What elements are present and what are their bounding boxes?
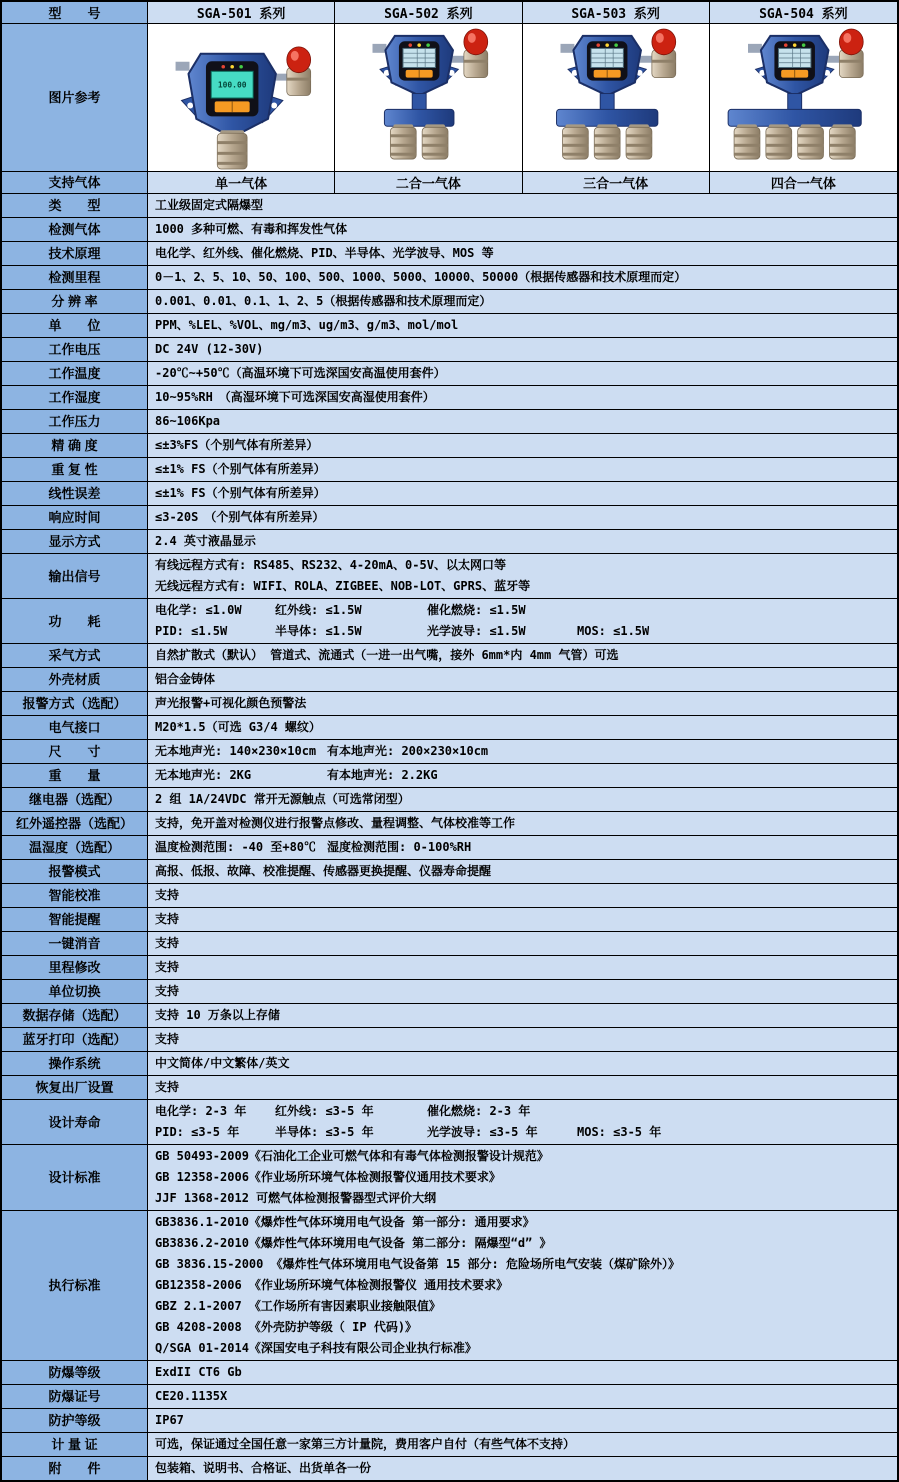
spec-value-text: -20℃~+50℃（高温环境下可选深国安高温使用套件） bbox=[155, 366, 446, 380]
spec-row-value bbox=[148, 884, 897, 907]
spec-row-value bbox=[148, 290, 897, 313]
spec-row-label: 单 位 bbox=[2, 314, 148, 337]
spec-value-segment: 电化学: 2-3 年 bbox=[155, 1104, 247, 1118]
spec-row-label: 检测气体 bbox=[2, 218, 148, 241]
spec-row-value bbox=[148, 362, 897, 385]
spec-row-value bbox=[148, 314, 897, 337]
spec-row-label: 温湿度（选配） bbox=[2, 836, 148, 859]
spec-value-segment: 无本地声光: 2KG bbox=[155, 768, 252, 782]
led-green bbox=[802, 43, 806, 47]
cable-gland-icon bbox=[748, 44, 762, 53]
spec-value-text: 支持，免开盖对检测仪进行报警点修改、量程调整、气体校准等工作 bbox=[155, 816, 516, 830]
spec-value-text: 支持 bbox=[155, 1032, 180, 1046]
spec-row bbox=[2, 1433, 897, 1457]
spec-row bbox=[2, 836, 897, 860]
spec-row bbox=[2, 482, 897, 506]
spec-row-label: 检测里程 bbox=[2, 266, 148, 289]
spec-row-value bbox=[148, 506, 897, 529]
spec-row bbox=[2, 1211, 897, 1361]
spec-row-value bbox=[148, 194, 897, 217]
sensor-cylinder-icon bbox=[797, 124, 823, 159]
spec-value-text: 声光报警+可视化颜色预警法 bbox=[155, 696, 307, 710]
sensor-cylinder-icon bbox=[626, 124, 652, 159]
sensor-cylinder-icon bbox=[562, 124, 588, 159]
sensor-cylinder-icon bbox=[217, 130, 247, 169]
spec-value-segment: PID: ≤1.5W bbox=[155, 624, 228, 638]
spec-value-segment: 半导体: ≤3-5 年 bbox=[275, 1125, 374, 1139]
spec-value-segment-line bbox=[155, 600, 893, 621]
alarm-beacon-icon bbox=[464, 29, 488, 78]
spec-row-value bbox=[148, 764, 897, 787]
spec-row bbox=[2, 908, 897, 932]
spec-row-value bbox=[148, 338, 897, 361]
spec-value-line: GB 3836.15-2000 《爆炸性气体环境用电气设备第 15 部分: 危险场所电气安装（煤矿除外）》 bbox=[155, 1257, 680, 1271]
spec-row-label: 输出信号 bbox=[2, 554, 148, 598]
spec-value-text: 包装箱、说明书、合格证、出货单各一份 bbox=[155, 1461, 372, 1475]
spec-row-value bbox=[148, 530, 897, 553]
spec-row bbox=[2, 1100, 897, 1145]
spec-row-value bbox=[148, 836, 897, 859]
spec-row-value bbox=[148, 266, 897, 289]
spec-value-segment: 有本地声光: 200×230×10cm bbox=[327, 744, 489, 758]
spec-row-label: 恢复出厂设置 bbox=[2, 1076, 148, 1099]
spec-row bbox=[2, 668, 897, 692]
spec-row-value bbox=[148, 434, 897, 457]
spec-row bbox=[2, 1385, 897, 1409]
spec-row-value bbox=[148, 1100, 897, 1144]
spec-value-line: GB 50493-2009《石油化工企业可燃气体和有毒气体检测报警设计规范》 bbox=[155, 1149, 549, 1163]
spec-row bbox=[2, 764, 897, 788]
mount-hole bbox=[271, 103, 277, 109]
spec-row-value bbox=[148, 980, 897, 1003]
spec-row-value bbox=[148, 692, 897, 715]
spec-row-label: 操作系统 bbox=[2, 1052, 148, 1075]
device-image-cell bbox=[710, 24, 897, 171]
spec-value-segment: MOS: ≤1.5W bbox=[577, 624, 650, 638]
model-header-4: SGA-504 系列 bbox=[710, 2, 897, 23]
spec-row-value bbox=[148, 458, 897, 481]
spec-row-value bbox=[148, 740, 897, 763]
spec-row-value bbox=[148, 218, 897, 241]
spec-value-text: 86~106Kpa bbox=[155, 414, 221, 428]
spec-row-value bbox=[148, 242, 897, 265]
led-green bbox=[614, 43, 618, 47]
spec-row-value bbox=[148, 1433, 897, 1456]
spec-row bbox=[2, 362, 897, 386]
spec-value-text: IP67 bbox=[155, 1413, 184, 1427]
spec-value-text: PPM、%LEL、%VOL、mg/m3、ug/m3、g/m3、mol/mol bbox=[155, 318, 459, 332]
spec-row-value bbox=[148, 1004, 897, 1027]
spec-row bbox=[2, 812, 897, 836]
spec-row-label: 精 确 度 bbox=[2, 434, 148, 457]
spec-row-label: 外壳材质 bbox=[2, 668, 148, 691]
spec-value-line: GB12358-2006 《作业场所环境气体检测报警仪 通用技术要求》 bbox=[155, 1278, 509, 1292]
spec-value-text: 支持 bbox=[155, 888, 180, 902]
spec-row bbox=[2, 1076, 897, 1100]
spec-row-label: 线性误差 bbox=[2, 482, 148, 505]
spec-row bbox=[2, 218, 897, 242]
led-yellow bbox=[793, 43, 797, 47]
support-gas-label: 支持气体 bbox=[2, 172, 148, 193]
spec-value-text: 2 组 1A/24VDC 常开无源触点（可选常闭型） bbox=[155, 792, 410, 806]
spec-value-segment: 电化学: ≤1.0W bbox=[155, 603, 242, 617]
spec-value-segment: 催化燃烧: ≤1.5W bbox=[427, 603, 526, 617]
cable-gland-icon bbox=[176, 62, 190, 71]
spec-row-value bbox=[148, 410, 897, 433]
spec-row bbox=[2, 1409, 897, 1433]
spec-row-label: 一键消音 bbox=[2, 932, 148, 955]
spec-row-value bbox=[148, 599, 897, 643]
spec-row-value bbox=[148, 668, 897, 691]
spec-value-line: 无线远程方式有: WIFI、ROLA、ZIGBEE、NOB-LOT、GPRS、蓝牙等 bbox=[155, 579, 531, 593]
spec-value-text: DC 24V (12-30V) bbox=[155, 342, 264, 356]
cable-gland-icon bbox=[560, 44, 574, 53]
spec-row-label: 重 复 性 bbox=[2, 458, 148, 481]
spec-value-text: 支持 10 万条以上存储 bbox=[155, 1008, 280, 1022]
spec-row bbox=[2, 386, 897, 410]
spec-row bbox=[2, 956, 897, 980]
image-reference-row bbox=[2, 24, 897, 172]
spec-row-label: 继电器（选配） bbox=[2, 788, 148, 811]
spec-row-label: 显示方式 bbox=[2, 530, 148, 553]
spec-row bbox=[2, 194, 897, 218]
spec-row-label: 技术原理 bbox=[2, 242, 148, 265]
spec-value-text: ≤3-20S （个别气体有所差异） bbox=[155, 510, 325, 524]
led-green bbox=[427, 43, 431, 47]
device-image-cell bbox=[523, 24, 710, 171]
spec-row-label: 附 件 bbox=[2, 1457, 148, 1480]
spec-row-label: 工作电压 bbox=[2, 338, 148, 361]
spec-value-segment: 光学波导: ≤1.5W bbox=[427, 624, 526, 638]
spec-row-label: 电气接口 bbox=[2, 716, 148, 739]
spec-row bbox=[2, 338, 897, 362]
led-red bbox=[221, 65, 225, 69]
spec-row-value bbox=[148, 1457, 897, 1480]
spec-row-value bbox=[148, 812, 897, 835]
spec-value-text: 支持 bbox=[155, 960, 180, 974]
spec-value-text: 可选，保证通过全国任意一家第三方计量院，费用客户自付（有些气体不支持） bbox=[155, 1437, 576, 1451]
device-image-cell bbox=[148, 24, 335, 171]
spec-value-line: GBZ 2.1-2007 《工作场所有害因素职业接触限值》 bbox=[155, 1299, 441, 1313]
spec-row-value bbox=[148, 932, 897, 955]
spec-row-label: 防爆证号 bbox=[2, 1385, 148, 1408]
spec-row-value bbox=[148, 1028, 897, 1051]
spec-row-label: 响应时间 bbox=[2, 506, 148, 529]
spec-value-segment-line bbox=[155, 1122, 893, 1143]
spec-row-label: 工作湿度 bbox=[2, 386, 148, 409]
spec-row-label: 采气方式 bbox=[2, 644, 148, 667]
cable-gland-icon bbox=[373, 44, 387, 53]
spec-value-text: ≤±1% FS（个别气体有所差异） bbox=[155, 462, 326, 476]
spec-row-label: 红外遥控器（选配） bbox=[2, 812, 148, 835]
alarm-beacon-icon bbox=[651, 29, 675, 78]
alarm-beacon-icon bbox=[839, 29, 863, 78]
spec-value-text: 0.001、0.01、0.1、1、2、5（根据传感器和技术原理而定） bbox=[155, 294, 492, 308]
spec-row-label: 工作温度 bbox=[2, 362, 148, 385]
spec-value-text: 1000 多种可燃、有毒和挥发性气体 bbox=[155, 222, 348, 236]
spec-row-label: 分 辨 率 bbox=[2, 290, 148, 313]
spec-row-label: 数据存储（选配） bbox=[2, 1004, 148, 1027]
spec-value-text: 10~95%RH （高湿环境下可选深国安高湿使用套件） bbox=[155, 390, 435, 404]
spec-value-segment: MOS: ≤3-5 年 bbox=[577, 1125, 662, 1139]
led-green bbox=[239, 65, 243, 69]
spec-value-segment: 湿度检测范围: 0-100%RH bbox=[327, 840, 472, 854]
spec-value-text: ExdII CT6 Gb bbox=[155, 1365, 242, 1379]
spec-row bbox=[2, 884, 897, 908]
spec-row-value bbox=[148, 1076, 897, 1099]
spec-value-text: 铝合金铸体 bbox=[155, 672, 216, 686]
spec-row bbox=[2, 506, 897, 530]
spec-row bbox=[2, 860, 897, 884]
spec-row-value bbox=[148, 1385, 897, 1408]
support-gas-value: 三合一气体 bbox=[523, 172, 710, 193]
spec-row bbox=[2, 266, 897, 290]
spec-value-segment-line bbox=[155, 621, 893, 642]
mount-hole bbox=[187, 103, 193, 109]
gas-detector-illustration bbox=[148, 24, 334, 171]
led-yellow bbox=[418, 43, 422, 47]
sensor-cylinder-icon bbox=[766, 124, 792, 159]
sensor-cylinder-icon bbox=[734, 124, 760, 159]
image-row-label: 图片参考 bbox=[2, 24, 148, 171]
spec-value-text: 工业级固定式隔爆型 bbox=[155, 198, 264, 212]
spec-row bbox=[2, 932, 897, 956]
spec-value-segment-line bbox=[155, 765, 893, 786]
spec-row bbox=[2, 530, 897, 554]
manifold bbox=[556, 109, 657, 126]
spec-value-segment-line bbox=[155, 741, 893, 762]
spec-row-value bbox=[148, 644, 897, 667]
spec-row bbox=[2, 980, 897, 1004]
spec-row bbox=[2, 716, 897, 740]
spec-value-line: Q/SGA 01-2014《深国安电子科技有限公司企业执行标准》 bbox=[155, 1341, 477, 1355]
spec-row-value bbox=[148, 482, 897, 505]
spec-value-text: 支持 bbox=[155, 912, 180, 926]
spec-row-value bbox=[148, 386, 897, 409]
spec-value-segment: 红外线: ≤1.5W bbox=[275, 603, 362, 617]
spec-row-value bbox=[148, 1409, 897, 1432]
spec-row-value bbox=[148, 1211, 897, 1360]
support-gas-value: 二合一气体 bbox=[335, 172, 522, 193]
spec-row-label: 执行标准 bbox=[2, 1211, 148, 1360]
spec-row-label: 尺 寸 bbox=[2, 740, 148, 763]
spec-row-value bbox=[148, 860, 897, 883]
spec-row bbox=[2, 410, 897, 434]
spec-value-text: 0－1、2、5、10、50、100、500、1000、5000、10000、50000（根据传感器和技术原理而定） bbox=[155, 270, 687, 284]
spec-value-text: 中文简体/中文繁体/英文 bbox=[155, 1056, 290, 1070]
spec-row bbox=[2, 740, 897, 764]
spec-row-label: 设计标准 bbox=[2, 1145, 148, 1210]
model-header-1: SGA-501 系列 bbox=[148, 2, 335, 23]
spec-row bbox=[2, 1457, 897, 1480]
spec-row-value bbox=[148, 1052, 897, 1075]
model-header-3: SGA-503 系列 bbox=[523, 2, 710, 23]
spec-value-line: GB3836.2-2010《爆炸性气体环境用电气设备 第二部分: 隔爆型“d” 》 bbox=[155, 1236, 552, 1250]
spec-row-label: 功 耗 bbox=[2, 599, 148, 643]
spec-row-label: 单位切换 bbox=[2, 980, 148, 1003]
header-row bbox=[2, 2, 897, 24]
spec-row bbox=[2, 1052, 897, 1076]
spec-value-segment: 红外线: ≤3-5 年 bbox=[275, 1104, 374, 1118]
spec-row-label: 报警方式（选配） bbox=[2, 692, 148, 715]
sensor-cylinder-icon bbox=[391, 124, 417, 159]
alarm-beacon-icon bbox=[287, 47, 311, 96]
spec-value-text: 电化学、红外线、催化燃烧、PID、半导体、光学波导、MOS 等 bbox=[155, 246, 494, 260]
gas-detector-illustration bbox=[523, 24, 709, 171]
spec-row bbox=[2, 788, 897, 812]
spec-value-segment-line bbox=[155, 837, 893, 858]
sensor-cylinder-icon bbox=[829, 124, 855, 159]
manifold bbox=[728, 109, 861, 126]
spec-value-text: ≤±1% FS（个别气体有所差异） bbox=[155, 486, 326, 500]
spec-row bbox=[2, 434, 897, 458]
spec-row bbox=[2, 599, 897, 644]
sensor-cylinder-icon bbox=[594, 124, 620, 159]
led-yellow bbox=[230, 65, 234, 69]
stem bbox=[412, 94, 426, 112]
gas-detector-illustration bbox=[710, 24, 897, 171]
support-gas-value: 单一气体 bbox=[148, 172, 335, 193]
spec-value-segment: 无本地声光: 140×230×10cm bbox=[155, 744, 317, 758]
spec-value-segment: PID: ≤3-5 年 bbox=[155, 1125, 240, 1139]
spec-row bbox=[2, 1361, 897, 1385]
spec-value-text: 支持 bbox=[155, 984, 180, 998]
spec-row-label: 工作压力 bbox=[2, 410, 148, 433]
lcd-reading: 100.00 bbox=[217, 80, 247, 90]
spec-row bbox=[2, 554, 897, 599]
spec-row-value bbox=[148, 908, 897, 931]
led-yellow bbox=[605, 43, 609, 47]
spec-row bbox=[2, 1028, 897, 1052]
spec-value-text: CE20.1135X bbox=[155, 1389, 228, 1403]
spec-row-label: 计 量 证 bbox=[2, 1433, 148, 1456]
spec-value-text: 2.4 英寸液晶显示 bbox=[155, 534, 256, 548]
spec-row bbox=[2, 314, 897, 338]
spec-row bbox=[2, 692, 897, 716]
spec-value-line: GB3836.1-2010《爆炸性气体环境用电气设备 第一部分: 通用要求》 bbox=[155, 1215, 535, 1229]
manifold bbox=[385, 109, 455, 126]
spec-value-text: 高报、低报、故障、校准提醒、传感器更换提醒、仪器寿命提醒 bbox=[155, 864, 492, 878]
spec-value-text: M20*1.5（可选 G3/4 螺纹） bbox=[155, 720, 321, 734]
spec-row-label: 重 量 bbox=[2, 764, 148, 787]
device-image-cell bbox=[335, 24, 522, 171]
spec-row bbox=[2, 1004, 897, 1028]
led-red bbox=[784, 43, 788, 47]
model-header-2: SGA-502 系列 bbox=[335, 2, 522, 23]
spec-value-line: 有线远程方式有: RS485、RS232、4-20mA、0-5V、以太网口等 bbox=[155, 558, 506, 572]
spec-row-label: 防护等级 bbox=[2, 1409, 148, 1432]
spec-value-text: 支持 bbox=[155, 1080, 180, 1094]
spec-row-label: 设计寿命 bbox=[2, 1100, 148, 1144]
spec-row-value bbox=[148, 1361, 897, 1384]
spec-row-label: 智能校准 bbox=[2, 884, 148, 907]
spec-row-label: 里程修改 bbox=[2, 956, 148, 979]
spec-value-line: GB 4208-2008 《外壳防护等级（ IP 代码)》 bbox=[155, 1320, 418, 1334]
led-red bbox=[409, 43, 413, 47]
led-red bbox=[596, 43, 600, 47]
spec-row-value bbox=[148, 716, 897, 739]
support-gas-row bbox=[2, 172, 897, 194]
stem bbox=[600, 94, 614, 112]
spec-value-segment: 有本地声光: 2.2KG bbox=[327, 768, 438, 782]
spec-row bbox=[2, 242, 897, 266]
spec-row-label: 类 型 bbox=[2, 194, 148, 217]
spec-value-segment: 温度检测范围: -40 至+80℃ bbox=[155, 840, 317, 854]
spec-row-label: 蓝牙打印（选配） bbox=[2, 1028, 148, 1051]
spec-value-segment: 半导体: ≤1.5W bbox=[275, 624, 362, 638]
spec-value-segment: 光学波导: ≤3-5 年 bbox=[427, 1125, 538, 1139]
spec-row-label: 防爆等级 bbox=[2, 1361, 148, 1384]
spec-row bbox=[2, 1145, 897, 1211]
spec-row-label: 智能提醒 bbox=[2, 908, 148, 931]
spec-row-value bbox=[148, 554, 897, 598]
spec-value-text: ≤±3%FS（个别气体有所差异） bbox=[155, 438, 319, 452]
spec-row-value bbox=[148, 788, 897, 811]
spec-row bbox=[2, 290, 897, 314]
spec-row bbox=[2, 458, 897, 482]
spec-value-segment-line bbox=[155, 1101, 893, 1122]
spec-row-value bbox=[148, 1145, 897, 1210]
stem bbox=[787, 94, 801, 112]
spec-value-text: 支持 bbox=[155, 936, 180, 950]
gas-detector-illustration bbox=[335, 24, 521, 171]
spec-value-line: GB 12358-2006《作业场所环境气体检测报警仪通用技术要求》 bbox=[155, 1170, 501, 1184]
spec-value-text: 自然扩散式（默认） 管道式、流通式（一进一出气嘴，接外 6mm*内 4mm 气管）可选 bbox=[155, 648, 619, 662]
support-gas-value: 四合一气体 bbox=[710, 172, 897, 193]
model-column-header: 型 号 bbox=[2, 2, 148, 23]
spec-row-label: 报警模式 bbox=[2, 860, 148, 883]
spec-value-line: JJF 1368-2012 可燃气体检测报警器型式评价大纲 bbox=[155, 1191, 437, 1205]
sensor-cylinder-icon bbox=[422, 124, 448, 159]
spec-value-segment: 催化燃烧: 2-3 年 bbox=[427, 1104, 531, 1118]
spec-row-value bbox=[148, 956, 897, 979]
spec-row bbox=[2, 644, 897, 668]
